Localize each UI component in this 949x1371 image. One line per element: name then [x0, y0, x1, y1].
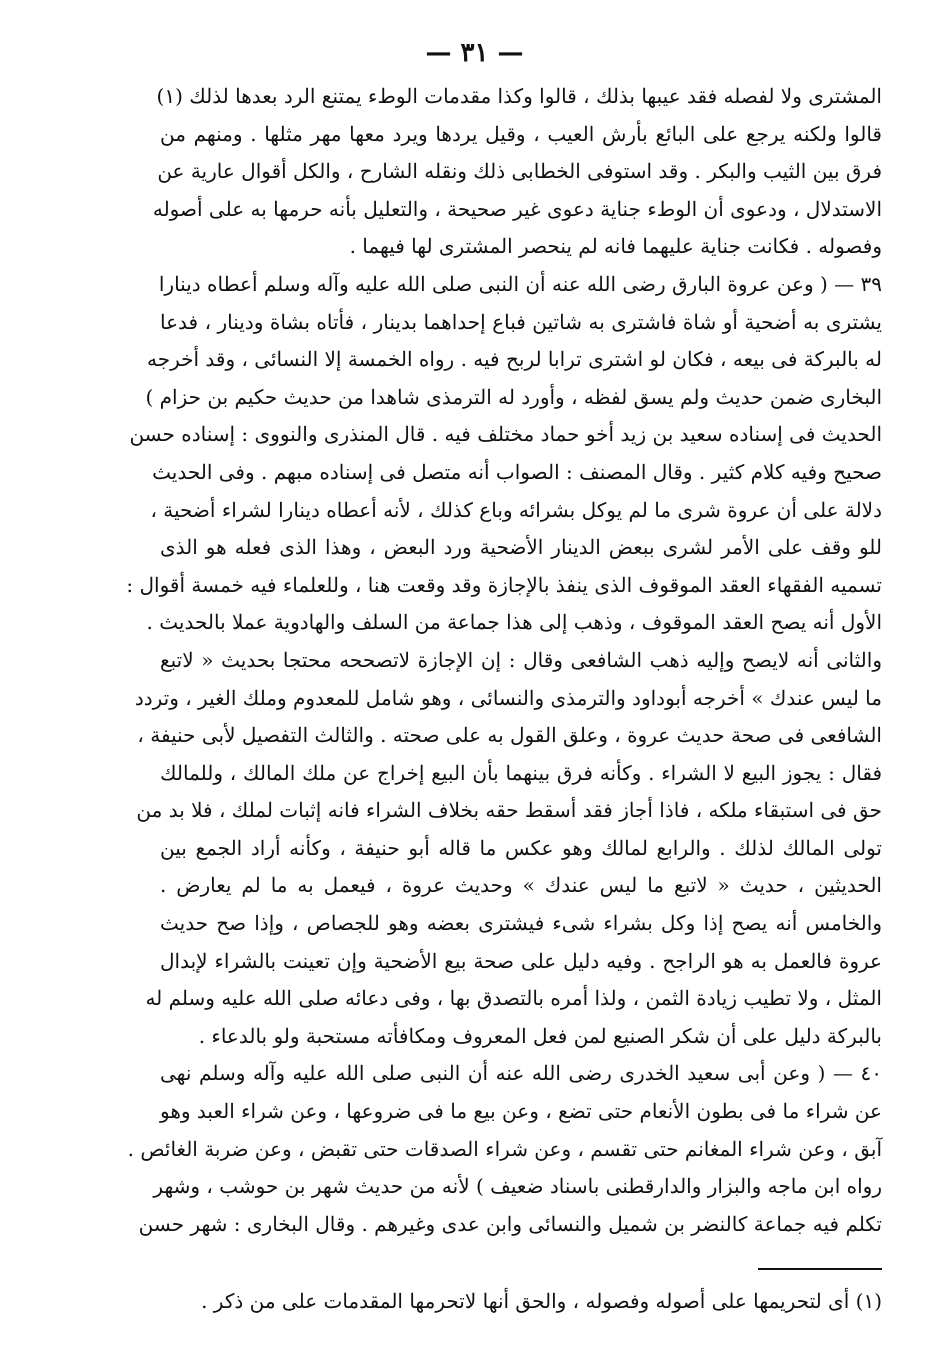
page-number: — ٣١ —	[425, 38, 524, 68]
text-line: الشافعى فى صحة حديث عروة ، وعلق القول به على صحته . والثالث التفصيل لأبى حنيفة ،	[137, 723, 882, 748]
text-line: المشترى ولا لفصله فقد عيبها بذلك ، قالوا وكذا مقدمات الوطء يمتنع الرد بعدها لذلك (١)	[156, 84, 882, 108]
text-line: الاستدلال ، ودعوى أن الوطء جناية دعوى غير صحيحة ، والتعليل بأنه حرمها به على أصوله	[152, 196, 882, 221]
text-line: ٣٩ — ( وعن عروة البارق رضى الله عنه أن النبى صلى الله عليه وآله وسلم أعطاه دينارا	[158, 271, 882, 296]
text-line: البخارى ضمن حديث ولم يسق لفظه ، وأورد له الترمذى شاهدا من حديث حكيم بن حزام )	[145, 384, 882, 409]
text-line: الحديثين ، حديث « لاتبع ما ليس عندك » وحديث عروة ، فيعمل به ما لم يعارض .	[160, 873, 882, 898]
text-line: حق فى استبقاء ملكه ، فاذا أجاز فقد أسقط حقه بخلاف الشراء فانه إثبات لملك ، فلا بد من	[136, 798, 882, 823]
footnote-divider	[758, 1268, 882, 1270]
text-line: المثل ، ولا تطيب زيادة الثمن ، ولذا أمره بالتصدق بها ، وفى دعائه صلى الله عليه وسلم له	[145, 986, 882, 1011]
body-text	[126, 78, 883, 1243]
text-line: الأول أنه يصح العقد الموقوف ، وذهب إلى هذا جماعة من السلف والهادوية عملا بالحديث .	[146, 610, 882, 635]
text-line: ما ليس عندك » أخرجه أبوداود والترمذى والنسائى ، وهو شامل للمعدوم وملك الغير ، وتردد	[134, 685, 882, 710]
text-line: الحديث فى إسناده سعيد بن زيد أخو حماد مختلف فيه . قال المنذرى والنووى : إسناده حسن	[129, 422, 882, 447]
text-line: والثانى أنه لايصح وإليه ذهب الشافعى وقال : إن الإجازة لاتصححه محتجا بحديث « لاتبع	[160, 647, 882, 672]
text-line: تكلم فيه جماعة كالنضر بن شميل والنسائى وابن عدى وغيرهم . وقال البخارى : شهر حسن	[138, 1211, 882, 1236]
text-line: عروة فالعمل به هو الراجح . وفيه دليل على صحة بيع الأضحية وإن تعينت بالشراء لإبدال	[160, 948, 882, 973]
text-line: قالوا ولكنه يرجع على البائع بأرش العيب ، وقيل يردها ويرد معها مهر مثلها . ومنهم من	[160, 121, 882, 146]
footnote: (١) أى لتحريمها على أصوله وفصوله ، والحق أنها لاتحرمها المقدمات على من ذكر .	[201, 1289, 882, 1313]
text-line: رواه ابن ماجه والبزار والدارقطنى باسناد ضعيف ) لأنه من حديث شهر بن حوشب ، وشهر	[153, 1174, 882, 1199]
text-line: وفصوله . فكانت جناية عليهما فانه لم ينحصر المشترى لها فيهما .	[349, 234, 882, 259]
text-line: صحيح وفيه كلام كثير . وقال المصنف : الصواب أنه متصل فى إسناده مبهم . وفى الحديث	[152, 459, 882, 484]
text-line: والخامس أنه يصح إذا وكل بشراء شىء فيشترى بعضه وهو للجصاص ، وإذا صح حديث	[160, 911, 882, 936]
text-line: للو وقف على الأمر لشرى ببعض الدينار الأضحية ورد البعض ، وهذا الذى فعله هو الذى	[160, 535, 882, 560]
text-line: ٤٠ — ( وعن أبى سعيد الخدرى رضى الله عنه أن النبى صلى الله عليه وآله وسلم نهى	[160, 1061, 883, 1086]
text-line: يشترى به أضحية أو شاة فاشترى به شاتين فباع إحداهما بدينار ، فأتاه بشاة ودينار ، فدعا	[160, 309, 882, 334]
text-line: دلالة على أن عروة شرى ما لم يوكل بشرائه وباع كذلك ، لأنه أعطاه دينارا لشراء أضحية ،	[150, 497, 882, 522]
text-line: له بالبركة فى بيعه ، فكان لو اشترى ترابا لربح فيه . رواه الخمسة إلا النسائى ، وقد أخرجه	[147, 347, 882, 372]
text-line: آبق ، وعن شراء المغانم حتى تقسم ، وعن شراء الصدقات حتى تقبض ، وعن ضربة الغائص .	[127, 1136, 882, 1161]
text-line: عن شراء ما فى بطون الأنعام حتى تضع ، وعن بيع ما فى ضروعها ، وعن شراء العبد وهو	[160, 1099, 882, 1124]
text-line: تسميه الفقهاء العقد الموقوف الذى ينفذ بالإجازة وقد وقعت هنا ، وللعلماء فيه خمسة أقوال :	[126, 572, 882, 597]
text-line: فرق بين الثيب والبكر . وقد استوفى الخطابى ذلك ونقله الشارح ، والكل أقوال عارية عن	[157, 159, 882, 184]
text-line: تولى المالك لذلك . والرابع لمالك وهو عكس ما قاله أبو حنيفة ، وكأنه أراد الجمع بين	[160, 835, 882, 860]
text-line: بالبركة دليل على أن شكر الصنيع لمن فعل المعروف ومكافأته مستحبة ولو بالدعاء .	[198, 1023, 882, 1048]
text-line: فقال : يجوز البيع لا الشراء . وكأنه فرق بينهما بأن البيع إخراج عن ملك المالك ، وللمالك	[160, 760, 882, 785]
